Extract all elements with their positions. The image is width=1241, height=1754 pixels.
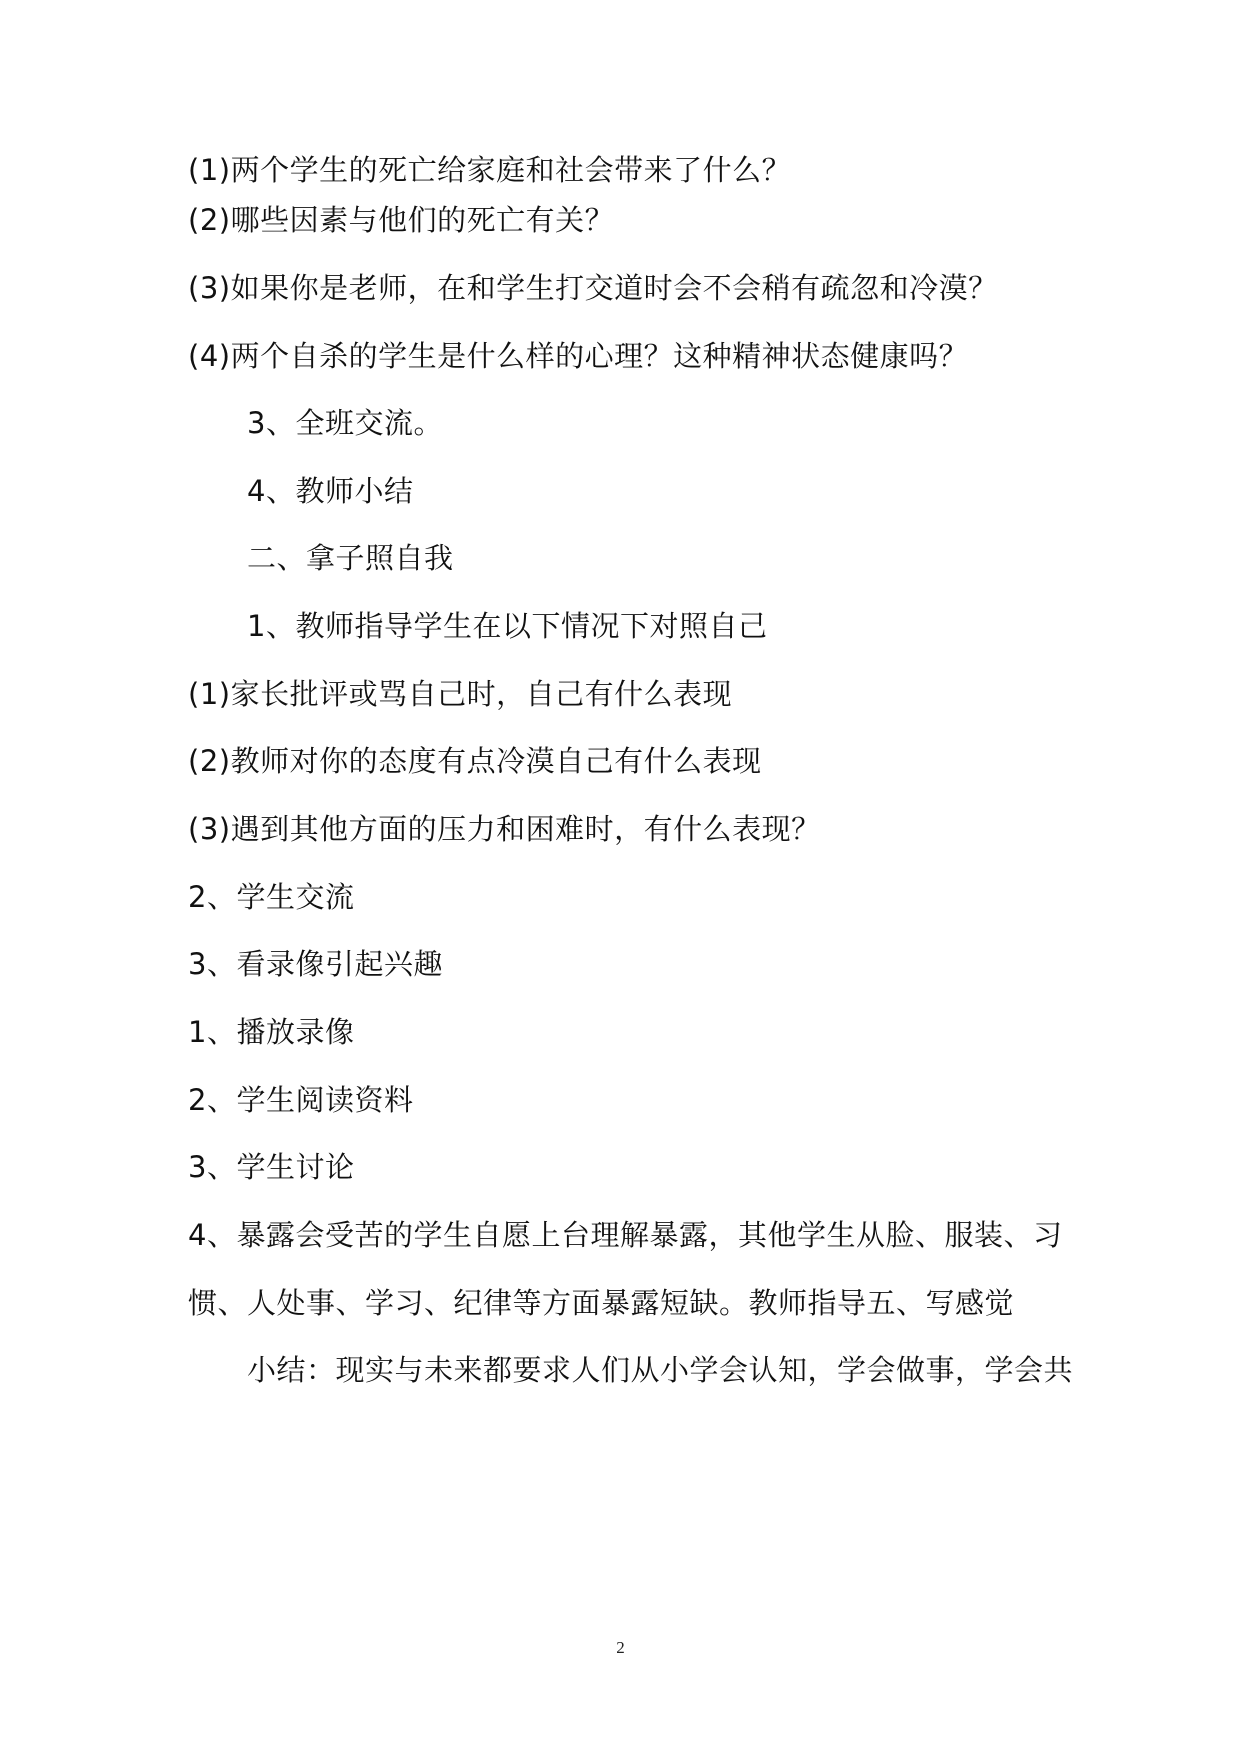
question-1: (1)两个学生的死亡给家庭和社会带来了什么？ bbox=[188, 153, 792, 187]
question-2: (2)哪些因素与他们的死亡有关？ bbox=[188, 203, 615, 237]
section-heading-two: 二、拿子照自我 bbox=[247, 541, 454, 575]
situation-1: (1)家长批评或骂自己时，自己有什么表现 bbox=[188, 677, 733, 711]
video-step-4-continued: 惯、人处事、学习、纪律等方面暴露短缺。教师指导五、写感觉 bbox=[188, 1286, 1015, 1320]
step-4-teacher-summary: 4、教师小结 bbox=[247, 474, 414, 508]
video-step-1: 1、播放录像 bbox=[188, 1015, 355, 1049]
situation-2: (2)教师对你的态度有点冷漠自己有什么表现 bbox=[188, 744, 762, 778]
video-step-2: 2、学生阅读资料 bbox=[188, 1083, 414, 1117]
page-number: 2 bbox=[616, 1638, 625, 1657]
question-4: (4)两个自杀的学生是什么样的心理？这种精神状态健康吗？ bbox=[188, 339, 969, 373]
question-3: (3)如果你是老师，在和学生打交道时会不会稍有疏忽和冷漠？ bbox=[188, 271, 998, 305]
situation-3: (3)遇到其他方面的压力和困难时，有什么表现？ bbox=[188, 812, 821, 846]
summary-paragraph: 小结：现实与未来都要求人们从小学会认知，学会做事，学会共 bbox=[247, 1353, 1074, 1387]
video-step-3: 3、学生讨论 bbox=[188, 1150, 355, 1184]
section-two-step-3: 3、看录像引起兴趣 bbox=[188, 947, 443, 981]
step-3-class-exchange: 3、全班交流。 bbox=[247, 406, 443, 440]
section-two-step-2: 2、学生交流 bbox=[188, 880, 355, 914]
section-two-step-1: 1、教师指导学生在以下情况下对照自己 bbox=[247, 609, 768, 643]
video-step-4: 4、暴露会受苦的学生自愿上台理解暴露，其他学生从脸、服装、习 bbox=[188, 1218, 1063, 1252]
